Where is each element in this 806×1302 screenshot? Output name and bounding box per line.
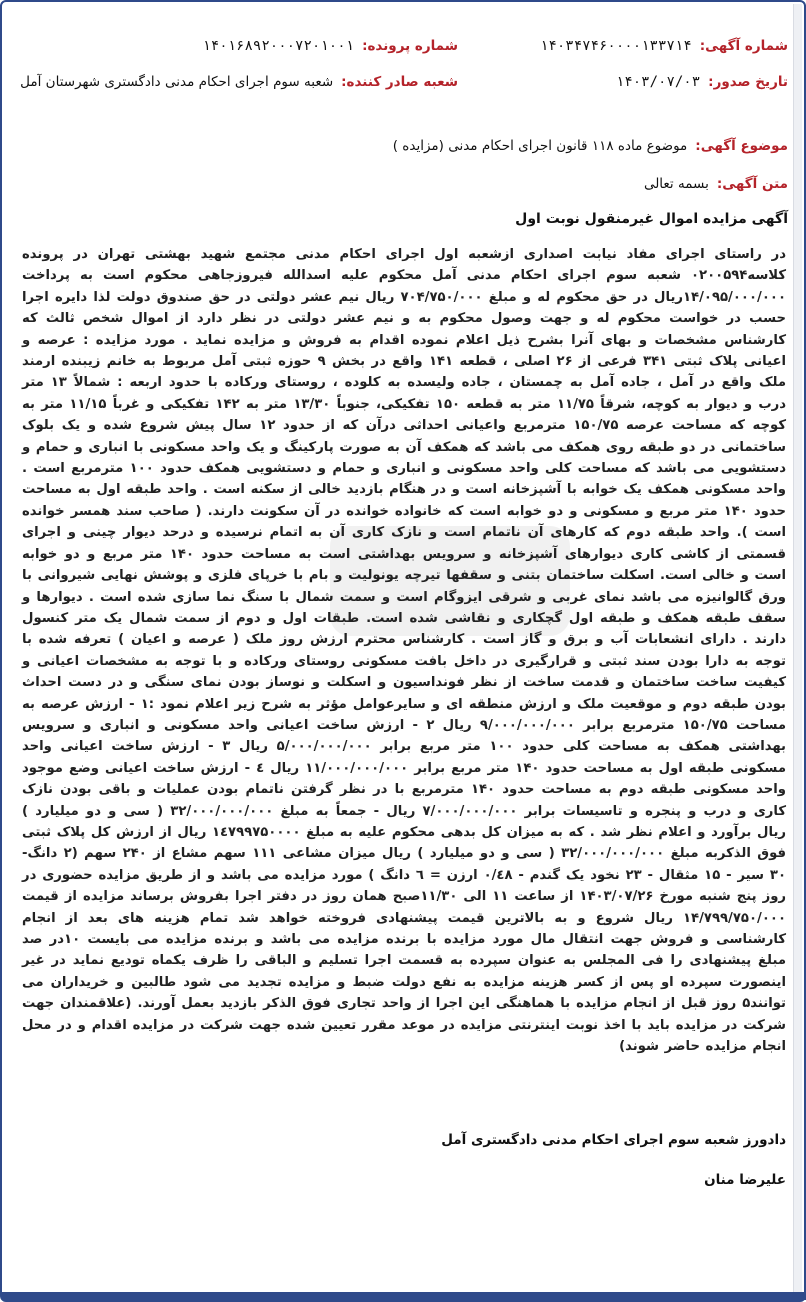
- vertical-scrollbar[interactable]: [793, 4, 802, 1294]
- issue-date-label: تاریخ صدور:: [708, 74, 788, 90]
- file-number-row: [202, 38, 458, 54]
- subject-value: موضوع ماده ۱۱۸ قانون اجرای احکام مدنی (مزایده ): [392, 138, 688, 154]
- file-number-label: شماره پرونده:: [362, 38, 458, 54]
- ad-number-value: ۱۴۰۳۴۷۴۶۰۰۰۰۱۳۳۷۱۴: [539, 38, 692, 54]
- subject-label: موضوع آگهی:: [695, 138, 788, 154]
- text-header-row: [644, 176, 788, 192]
- issuer-row: [20, 74, 458, 90]
- ad-number-label: شماره آگهی:: [699, 38, 788, 54]
- signer-title: دادورز شعبه سوم اجرای احکام مدنی دادگستری آمل: [441, 1132, 786, 1148]
- subject-row: [393, 138, 788, 154]
- text-header-label: متن آگهی:: [716, 176, 788, 192]
- announcement-document: [20, 16, 788, 1286]
- bottom-border-bar: [2, 1292, 806, 1300]
- ad-number-row: [540, 38, 788, 54]
- announcement-title: آگهی مزایده اموال غیرمنقول نوبت اول: [515, 211, 788, 227]
- issue-date-value: ۱۴۰۳/۰۷/۰۳: [615, 74, 701, 90]
- signer-name: علیرضا منان: [704, 1172, 786, 1188]
- issuer-label: شعبه صادر کننده:: [341, 74, 458, 90]
- issuer-value: شعبه سوم اجرای احکام مدنی دادگستری شهرستان آمل: [20, 74, 334, 90]
- issue-date-row: [616, 74, 788, 90]
- text-header-value: بسمه تعالی: [643, 176, 709, 192]
- announcement-body: در راستای اجرای مفاد نیابت اصداری ازشعبه اول اجرای احکام مدنی مجتمع شهید بهشتی تهران در پرونده کلاسه۰۲۰۰۵۹۴ شعبه سوم اجرای احکام مدنی آمل محکوم علیه اسدالله فیروزجاهی محکوم است به پرداخت ۱۴/۰۹۵/۰۰۰/۰۰۰ریال در حق محکوم له و مبلغ ۷۰۴/۷۵۰/۰۰۰ ریال نیم عشر دولتی در حق صندوق دولت لذا دایره اجرا حسب در خواست محکوم له و جهت وصول محکوم به و نیم عشر دولتی در نظر دارد از اموال شخص ثالث که کارشناس مشخصات و بهای آنرا بشرح ذیل اعلام نموده اقدام به فروش و مزایده نماید . مورد مزایده : عرصه و اعیانی پلاک ثبتی ۳۴۱ فرعی از ۲۶ اصلی ، قطعه ۱۴۱ واقع در بخش ۹ حوزه ثبتی آمل مربوط به خانم زیبنده ارمند ملک واقع در آمل ، جاده آمل به چمستان ، جاده ولیسده به کلوده ، روستای ورکاده با حدود اربعه : شمالاً ۱۳ متر درب و دیوار به کوچه، شرقاً ۱۱/۷۵ متر به قطعه ۱۵۰ تفکیکی، جنوباً ۱۳/۳۰ متر به ۱۴۲ تفکیکی و غرباً ۱۱/۱۵ متر به کوچه که مساحت عرصه ۱۵۰/۷۵ مترمربع واعیانی احداثی درآن که از حدود ۱۲ سال پیش شروع شده و یک بلوک ساختمانی در دو طبقه روی همکف می باشد که همکف آن به صورت پارکینگ و یک واحد مسکونی با انباری و حمام و دستشویی می باشد که مساحت کلی واحد مسکونی و انباری و حمام و دستشویی همکف حدود ۱۰۰ مترمربع است . واحد مسکونی همکف یک خوابه با آشپزخانه است و در هنگام بازدید خالی از سکنه است . واحد طبقه اول به مساحت حدود ۱۴۰ متر مربع و مسکونی و دو خوابه است که خانواده خوانده در آن سکونت دارند. ( صاحب سند همسر خوانده است ). واحد طبقه دوم که کارهای آن ناتمام است و نازک کاری آن به اتمام نرسیده و درحد دیوار چینی و اجرای قسمتی از کاشی کاری دیوارهای آشپزخانه و سرویس بهداشتی است به مساحت حدود ۱۴۰ متر مربع و دو خوابه است و خالی است. اسکلت ساختمان بتنی و سقفها تیرچه یونولیت و بام با خرپای فلزی و پوشش نهایی شیروانی با ورق گالوانیزه می باشد نمای غربی و شرقی ایزوگام است و سمت شمال با سنگ نما سازی شده است . دیوارها و سقف طبقه همکف و طبقه اول گچکاری و نقاشی شده است. طبقات اول و دوم از سمت شمال یک متر کنسول دارند . دارای انشعابات آب و برق و گاز است . کارشناس محترم ارزش روز ملک ( عرصه و اعیان ) تعرفه شده با توجه به دارا بودن سند ثبتی و قرارگیری در داخل بافت مسکونی روستای ورکاده و با توجه به مشخصات اعیانی و کیفیت ساخت ساختمان و قدمت ساخت از نظر فونداسیون و اسکلت و نوساز بودن نمای سنگی و در دست احداث بودن طبقه دوم و موقعیت ملک و ارزش منطقه ای و سایرعوامل مؤثر به شرح زیر اعلام نمود :۱ - ارزش عرصه به مساحت ۱۵۰/۷۵ مترمربع برابر ۹/۰۰۰/۰۰۰/۰۰۰ ریال ۲ - ارزش ساخت اعیانی واحد مسکونی و انباری و سرویس بهداشتی همکف به مساحت کلی حدود ۱۰۰ متر مربع برابر ۵/۰۰۰/۰۰۰/۰۰۰ ریال ۳ - ارزش ساخت اعیانی واحد مسکونی طبقه اول به مساحت حدود ۱۴۰ متر مربع برابر ۱۱/۰۰۰/۰۰۰/۰۰۰ ریال ٤ - ارزش ساخت اعیانی وضع موجود واحد مسکونی طبقه دوم به مساحت حدود ۱۴۰ مترمربع با در نظر گرفتن ناتمام بودن عملیات و باقی بودن نازک کاری و درب و پنجره و تاسیسات برابر ۷/۰۰۰/۰۰۰/۰۰۰ ریال - جمعاً به مبلغ ۳۲/۰۰۰/۰۰۰/۰۰۰ ( سی و دو میلیارد ) ریال برآورد و اعلام نظر شد . که به میزان کل بدهی محکوم علیه به مبلغ ۱٤۷۹۹۷۵۰۰۰۰ ریال از ارزش کل پلاک ثبتی فوق الذکربه مبلغ ۳۲/۰۰۰/۰۰۰/۰۰۰ ( سی و دو میلیارد ) ریال میزان مشاعی ۱۱۱ سهم مشاع از ۲۴۰ سهم (۲ دانگ- ۳۰ سیر - ۱۵ مثقال - ۲۳ نخود یک گندم - ۰/٤۸ ارزن = ٦ دانگ ) مورد مزایده می باشد و از طریق مزایده حضوری در روز پنج شنبه مورخ ۱۴۰۳/۰۷/۲۶ از ساعت ۱۱ الی ۱۱/۳۰صبح همان روز در دفتر اجرا بفروش برساند مزایده از قیمت ۱۴/۷۹۹/۷۵۰/۰۰۰ ریال شروع و به بالاترین قیمت پیشنهادی فروخته خواهد شد تمام هزینه های بعد از انجام کارشناسی و فروش جهت انتقال مال مورد مزایده با برنده مزایده می باشد و برنده مزایده می بایست ۱۰در صد مبلغ پیشنهادی را فی المجلس به عنوان سپرده به قسمت اجرا تسلیم و الباقی را ظرف یکماه تودیع نماید در غیر اینصورت سپرده او پس از کسر هزینه مزایده به نفع دولت ضبط و مزایده تجدید می شود طالبین و خریداران می توانند۵ روز قبل از انجام مزایده با هماهنگی این اجرا از واحد تجاری فوق الذکر بازدید بعمل آورند. (علاقمندان جهت شرکت در مزایده باید با اخذ نوبت اینترنتی مزایده در موعد مقرر تعیین شده جهت شرکت در مزایده اقدام و در محل انجام مزایده حاضر شوند): [22, 247, 787, 1055]
- file-number-value: ۱۴۰۱۶۸۹۲۰۰۰۷۲۰۱۰۰۱: [202, 38, 355, 54]
